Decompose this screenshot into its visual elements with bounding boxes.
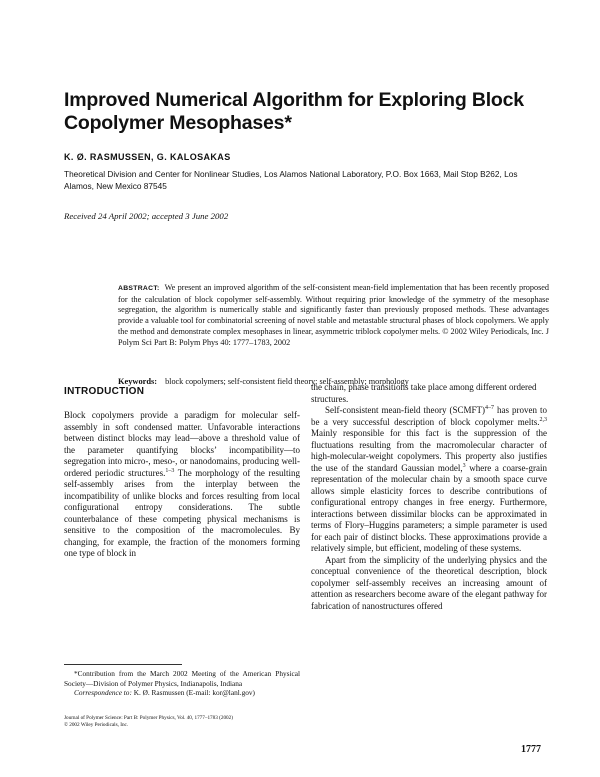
footnote-contribution: *Contribution from the March 2002 Meeting of the American Physical Society—Division of Polymer Physics, Indianapolis, Indiana (64, 669, 300, 688)
received-dates: Received 24 April 2002; accepted 3 June 2002 (64, 211, 229, 221)
journal-info (64, 715, 233, 729)
paragraph: the chain, phase transitions take place among different ordered structures. (311, 382, 537, 404)
abstract-label: ABSTRACT: (118, 285, 160, 292)
right-column (311, 382, 547, 612)
footnote-correspondence: Correspondence to: K. Ø. Rasmussen (E-mail: kor@lanl.gov) (74, 688, 255, 697)
author-list: K. Ø. RASMUSSEN, G. KALOSAKAS (64, 152, 231, 162)
section-heading-introduction: INTRODUCTION (64, 386, 145, 397)
copyright: © 2002 Wiley Periodicals, Inc. (64, 722, 129, 728)
paragraph: Self-consistent mean-field theory (SCMFT)$^{4-7}$ has proven to be a very successful description of block copolymer melts.$^{2,3}$ Mainly responsible for this fact is the suppression of the fluctuations resulting from the macromolecular character of high-molecular-weight copolymers. This property also justifies the use of the standard Gaussian model,$^3$ where a coarse-grain representation of the molecular chain by a smooth space curve allows simple elasticity forces to describe contributions of configurational entropy changes in free energy. Furthermore, interactions between dissimilar blocks can be approximated in terms of Flory–Huggins parameters; a simple parameter is used for each pair of distinct blocks. These approximations provide a relatively simple, but efficient, modeling of these systems. (311, 405, 548, 553)
citation: 4–7 (484, 405, 494, 411)
keywords-text: block copolymers; self-consistent field theory; self-assembly; morphology (165, 377, 409, 386)
citation: 1–3 (165, 467, 175, 474)
left-column (64, 410, 300, 560)
journal-citation: Journal of Polymer Science: Part B: Polymer Physics, Vol. 40, 1777–1783 (2002) (64, 715, 233, 721)
affiliation: Theoretical Division and Center for Nonlinear Studies, Los Alamos National Laboratory, P.O. Box 1663, Mail Stop B262, Los Alamos, New Mexico 87545 (64, 169, 518, 191)
abstract-text: We present an improved algorithm of the self-consistent mean-field implementation that has been recently proposed for the calculation of block copolymer self-assembly. Without requiring prior knowledge of the symmetry of the mesophase segregation, the algorithm is numerically stable and significantly faster than previously proposed methods. These advantages provide a valuable tool for combinatorial screening of novel stable and metastable structural phases of block copolymers. We apply the method and demonstrate complex mesophases in linear, asymmetric triblock copolymer melts. © 2002 Wiley Periodicals, Inc. J Polym Sci Part B: Polym Phys 40: 1777–1783, 2002 (118, 283, 549, 347)
citation: 2,3 (539, 416, 547, 423)
footnotes (64, 669, 300, 698)
citation: 3 (462, 462, 466, 469)
keywords-label: Keywords: (118, 377, 158, 386)
paragraph: Apart from the simplicity of the underlying physics and the conceptual convenience of the theoretical description, block copolymer self-assembly receives an increasing amount of attention as researchers become aware of the elegant pathway for fabrication of nanostructures offered (311, 554, 547, 611)
paragraph: Block copolymers provide a paradigm for molecular self-assembly in soft condensed matter. Unfavorable interactions between distinct blocks may lead—above a threshold value of the parameter quantifying blocks’ incompatibility—to segregation into micro-, meso-, or nanodomains, producing well-ordered periodic structures.$^{1-3}$ The morphology of the resulting self-assembly arises from the interplay between the incompatibility of unlike blocks and forces resulting from local configurational entropy considerations. The subtle counterbalance of these competing physical mechanisms is sensitive to the composition of the macromolecules. By changing, for example, the fraction of the monomers forming one type of block in (64, 410, 300, 558)
footnote-divider (64, 664, 182, 665)
abstract (118, 283, 549, 348)
page-number: 1777 (521, 744, 541, 755)
paper-title: Improved Numerical Algorithm for Exploring Block Copolymer Mesophases* (64, 89, 524, 134)
